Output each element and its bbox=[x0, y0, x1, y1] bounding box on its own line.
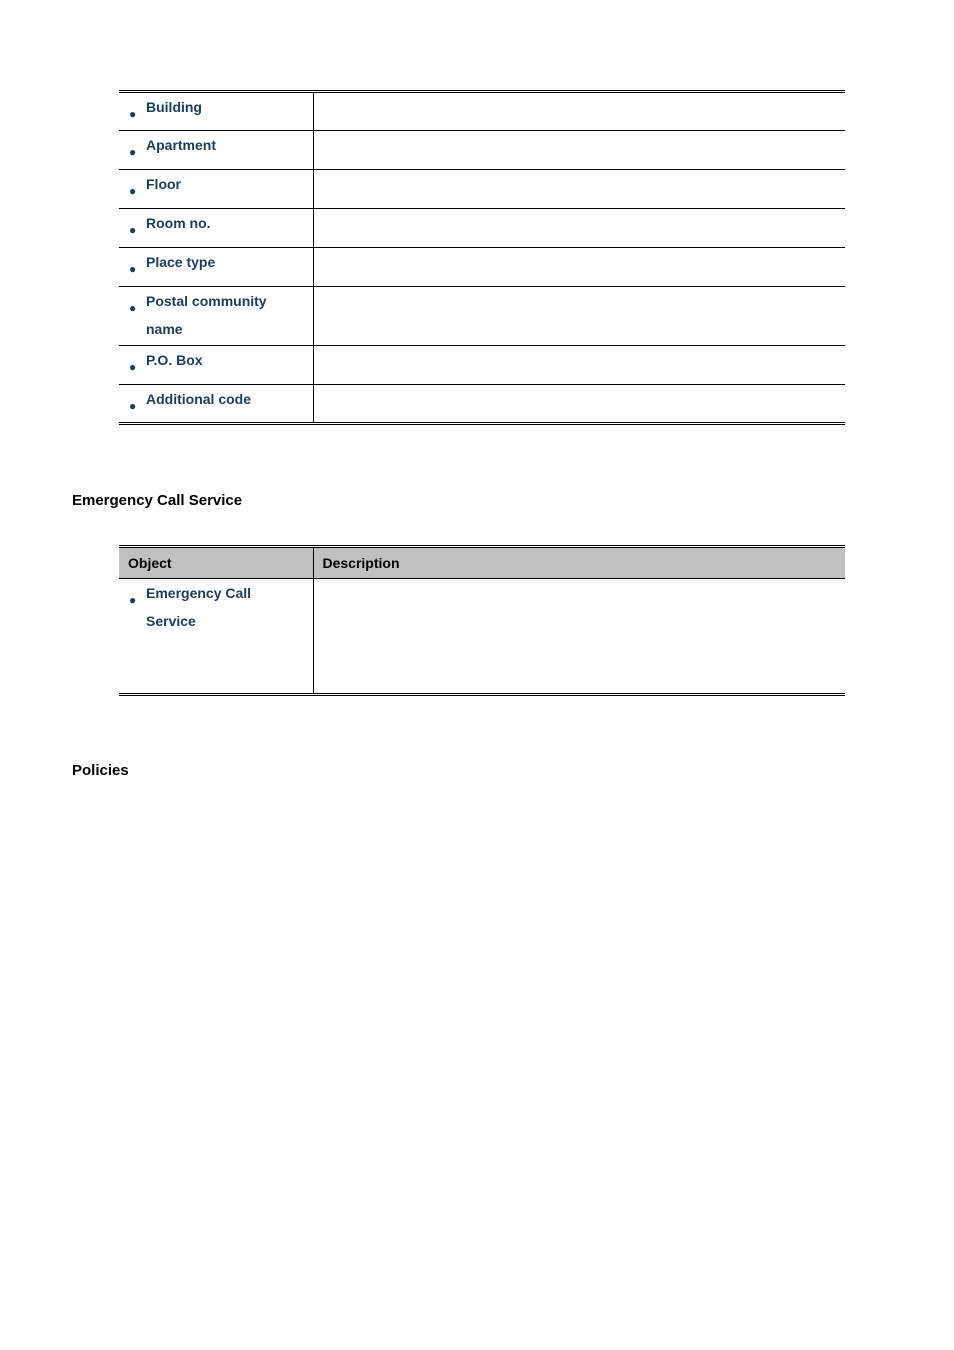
bullet-dot-icon: ● bbox=[129, 107, 137, 121]
bullet-dot-icon: ● bbox=[129, 184, 137, 198]
table-row bbox=[119, 131, 845, 170]
section-heading-policies: Policies bbox=[72, 762, 129, 779]
description-cell bbox=[313, 385, 845, 424]
bullet-dot-icon: ● bbox=[129, 399, 137, 413]
object-cell bbox=[119, 131, 313, 170]
object-cell bbox=[119, 248, 313, 287]
header-description: Description bbox=[313, 547, 845, 579]
table-row bbox=[119, 385, 845, 424]
bullet-dot-icon: ● bbox=[129, 262, 137, 276]
table-row bbox=[119, 346, 845, 385]
table-row bbox=[119, 287, 845, 346]
object-cell bbox=[119, 346, 313, 385]
description-cell bbox=[313, 579, 845, 695]
bullet-dot-icon: ● bbox=[129, 301, 137, 315]
description-cell bbox=[313, 209, 845, 248]
table-row bbox=[119, 209, 845, 248]
header-object: Object bbox=[119, 547, 313, 579]
table-row bbox=[119, 579, 845, 695]
object-label-floor: Floor bbox=[146, 176, 181, 192]
object-label-emergency-call-service: Emergency Call Service bbox=[146, 585, 252, 629]
object-label-po-box: P.O. Box bbox=[146, 352, 203, 368]
bullet-dot-icon: ● bbox=[129, 145, 137, 159]
object-cell bbox=[119, 579, 313, 695]
object-cell bbox=[119, 287, 313, 346]
description-cell bbox=[313, 248, 845, 287]
bullet-dot-icon: ● bbox=[129, 593, 137, 607]
description-cell bbox=[313, 170, 845, 209]
object-label-room-no: Room no. bbox=[146, 215, 211, 231]
table-row bbox=[119, 248, 845, 287]
table-header-row bbox=[119, 547, 845, 579]
bullet-dot-icon: ● bbox=[129, 223, 137, 237]
object-label-postal-community-name: Postal community name bbox=[146, 293, 267, 337]
object-label-building: Building bbox=[146, 99, 202, 115]
description-cell bbox=[313, 287, 845, 346]
object-label-place-type: Place type bbox=[146, 254, 216, 270]
object-cell bbox=[119, 170, 313, 209]
object-cell bbox=[119, 385, 313, 424]
emergency-call-service-table bbox=[119, 545, 845, 696]
object-label-additional-code: Additional code bbox=[146, 391, 251, 407]
section-heading-emergency-call-service: Emergency Call Service bbox=[72, 492, 243, 509]
description-cell bbox=[313, 131, 845, 170]
location-fields-table bbox=[119, 90, 845, 425]
table-row bbox=[119, 92, 845, 131]
table-row bbox=[119, 170, 845, 209]
description-cell bbox=[313, 92, 845, 131]
object-cell bbox=[119, 92, 313, 131]
object-cell bbox=[119, 209, 313, 248]
object-label-apartment: Apartment bbox=[146, 137, 217, 153]
bullet-dot-icon: ● bbox=[129, 360, 137, 374]
description-cell bbox=[313, 346, 845, 385]
